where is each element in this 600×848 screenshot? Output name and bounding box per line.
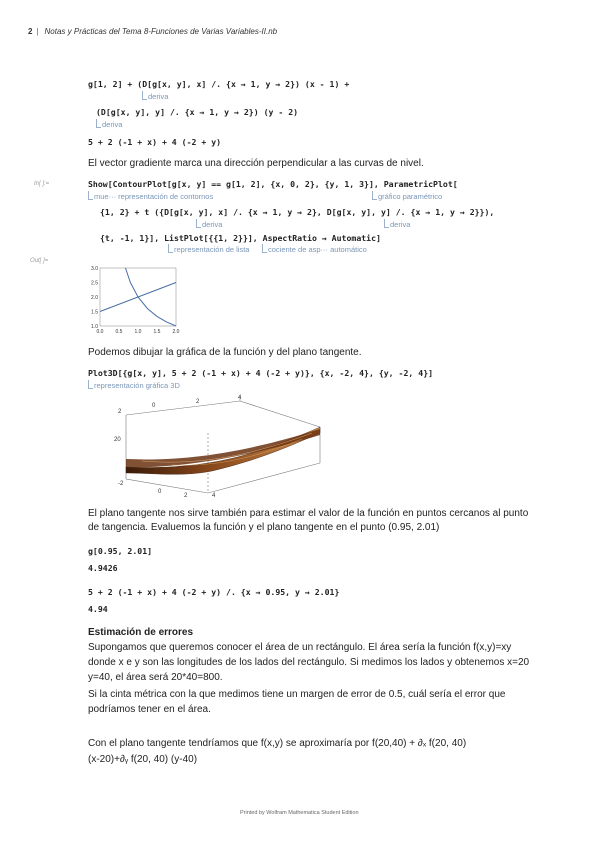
hint-deriva: deriva [142, 91, 168, 101]
input-line[interactable]: {t, -1, 1}], ListPlot[{{1, 2}}], AspectRatio → Automatic] [100, 233, 381, 243]
axis-label: 2 [184, 493, 188, 499]
x-tick-label: 0.0 [96, 329, 104, 335]
y-tick-label: 2.0 [91, 295, 98, 301]
input-line[interactable]: g[0.95, 2.01] [88, 546, 153, 556]
input-line[interactable]: {1, 2} + t ({D[g[x, y], x] /. {x → 1, y → 2}, D[g[x, y], y] /. {x → 1, y → 2}}), [100, 207, 495, 217]
paragraph: de tangencia. Evaluemos la función y el plano tangente en el punto (0.95, 2.01) [88, 522, 440, 533]
x-tick-label: 0.5 [115, 329, 123, 335]
x-tick-label: 1.5 [153, 329, 161, 335]
output-line: 4.94 [88, 604, 108, 614]
paragraph: Si la cinta métrica con la que medimos tiene un margen de error de 0.5, cuál sería el error que [88, 689, 506, 700]
paragraph: y=40, el área será 20*40=800. [88, 672, 223, 683]
contour-plot[interactable] [84, 264, 184, 336]
input-line[interactable]: Show[ContourPlot[g[x, y] == g[1, 2], {x, 0, 2}, {y, 1, 3}], ParametricPlot[ [88, 179, 458, 189]
paragraph: Supongamos que queremos conocer el área de un rectángulo. El área sería la función f(x,y)=xy [88, 642, 512, 653]
hint: cociente de asp··· automático [262, 244, 367, 254]
y-tick-label: 2.5 [91, 280, 98, 287]
plot3d[interactable] [112, 393, 332, 499]
paragraph: (x-20)+∂ᵧ f(20, 40) (y-40) [88, 754, 198, 765]
axis-label: 0 [152, 403, 156, 409]
input-line[interactable]: g[1, 2] + (D[g[x, y], x] /. {x → 1, y → 2}) (x - 1) + [88, 79, 350, 89]
axis-label: -2 [118, 481, 124, 487]
input-line[interactable]: 5 + 2 (-1 + x) + 4 (-2 + y) /. {x → 0.95, y → 2.01} [88, 587, 340, 597]
axis-label: 2 [196, 399, 200, 405]
paragraph: El vector gradiente marca una dirección perpendicular a las curvas de nivel. [88, 158, 424, 169]
y-tick-label: 1.5 [91, 309, 98, 316]
axis-label: 2 [118, 409, 122, 415]
page-header [28, 27, 277, 36]
axis-label: 4 [238, 395, 242, 401]
axis-label: 20 [114, 437, 121, 443]
page-number: 2 [28, 27, 33, 36]
footer-text: Printed by Wolfram Mathematica Student Edition [240, 810, 359, 816]
axis-label: 4 [212, 493, 216, 499]
header-separator: | [36, 27, 39, 36]
input-line[interactable]: Plot3D[{g[x, y], 5 + 2 (-1 + x) + 4 (-2 + y)}, {x, -2, 4}, {y, -2, 4}] [88, 368, 434, 378]
out-label: Out[ ]= [30, 258, 49, 264]
hint: representación gráfica 3D [88, 380, 180, 390]
paragraph: donde x e y son las longitudes de los lados del rectángulo. Si medimos los lados y obtenemos x=20 [88, 657, 530, 668]
hint-deriva: deriva [96, 119, 122, 129]
input-line[interactable]: (D[g[x, y], y] /. {x → 1, y → 2}) (y - 2) [96, 107, 299, 117]
axis-label: 0 [158, 489, 162, 495]
hint: mue··· representación de contornos [88, 191, 213, 201]
notebook-title: Notas y Prácticas del Tema 8-Funciones de Varias Variables-II.nb [44, 27, 278, 36]
x-tick-label: 1.0 [134, 329, 142, 335]
output-line: 4.9426 [88, 563, 118, 573]
paragraph: Podemos dibujar la gráfica de la función y del plano tangente. [88, 347, 362, 358]
x-tick-label: 2.0 [172, 329, 180, 335]
paragraph: El plano tangente nos sirve también para estimar el valor de la función en puntos cercanos al punto [88, 508, 529, 519]
surface [126, 427, 320, 474]
section-title: Estimación de errores [88, 627, 194, 638]
hint-deriva: deriva [384, 219, 410, 229]
hint-deriva: deriva [196, 219, 222, 229]
paragraph: podríamos tener en el área. [88, 704, 211, 715]
y-tick-label: 3.0 [91, 266, 98, 272]
in-label: In[ ]:= [34, 181, 50, 187]
hint: representación de lista [168, 244, 249, 254]
output-line: 5 + 2 (-1 + x) + 4 (-2 + y) [88, 137, 222, 147]
y-tick-label: 1.0 [91, 324, 98, 330]
paragraph: Con el plano tangente tendríamos que f(x,y) se aproximaría por f(20,40) + ∂ₓ f(20, 40) [88, 738, 467, 749]
hint: gráfico paramétrico [372, 191, 442, 201]
